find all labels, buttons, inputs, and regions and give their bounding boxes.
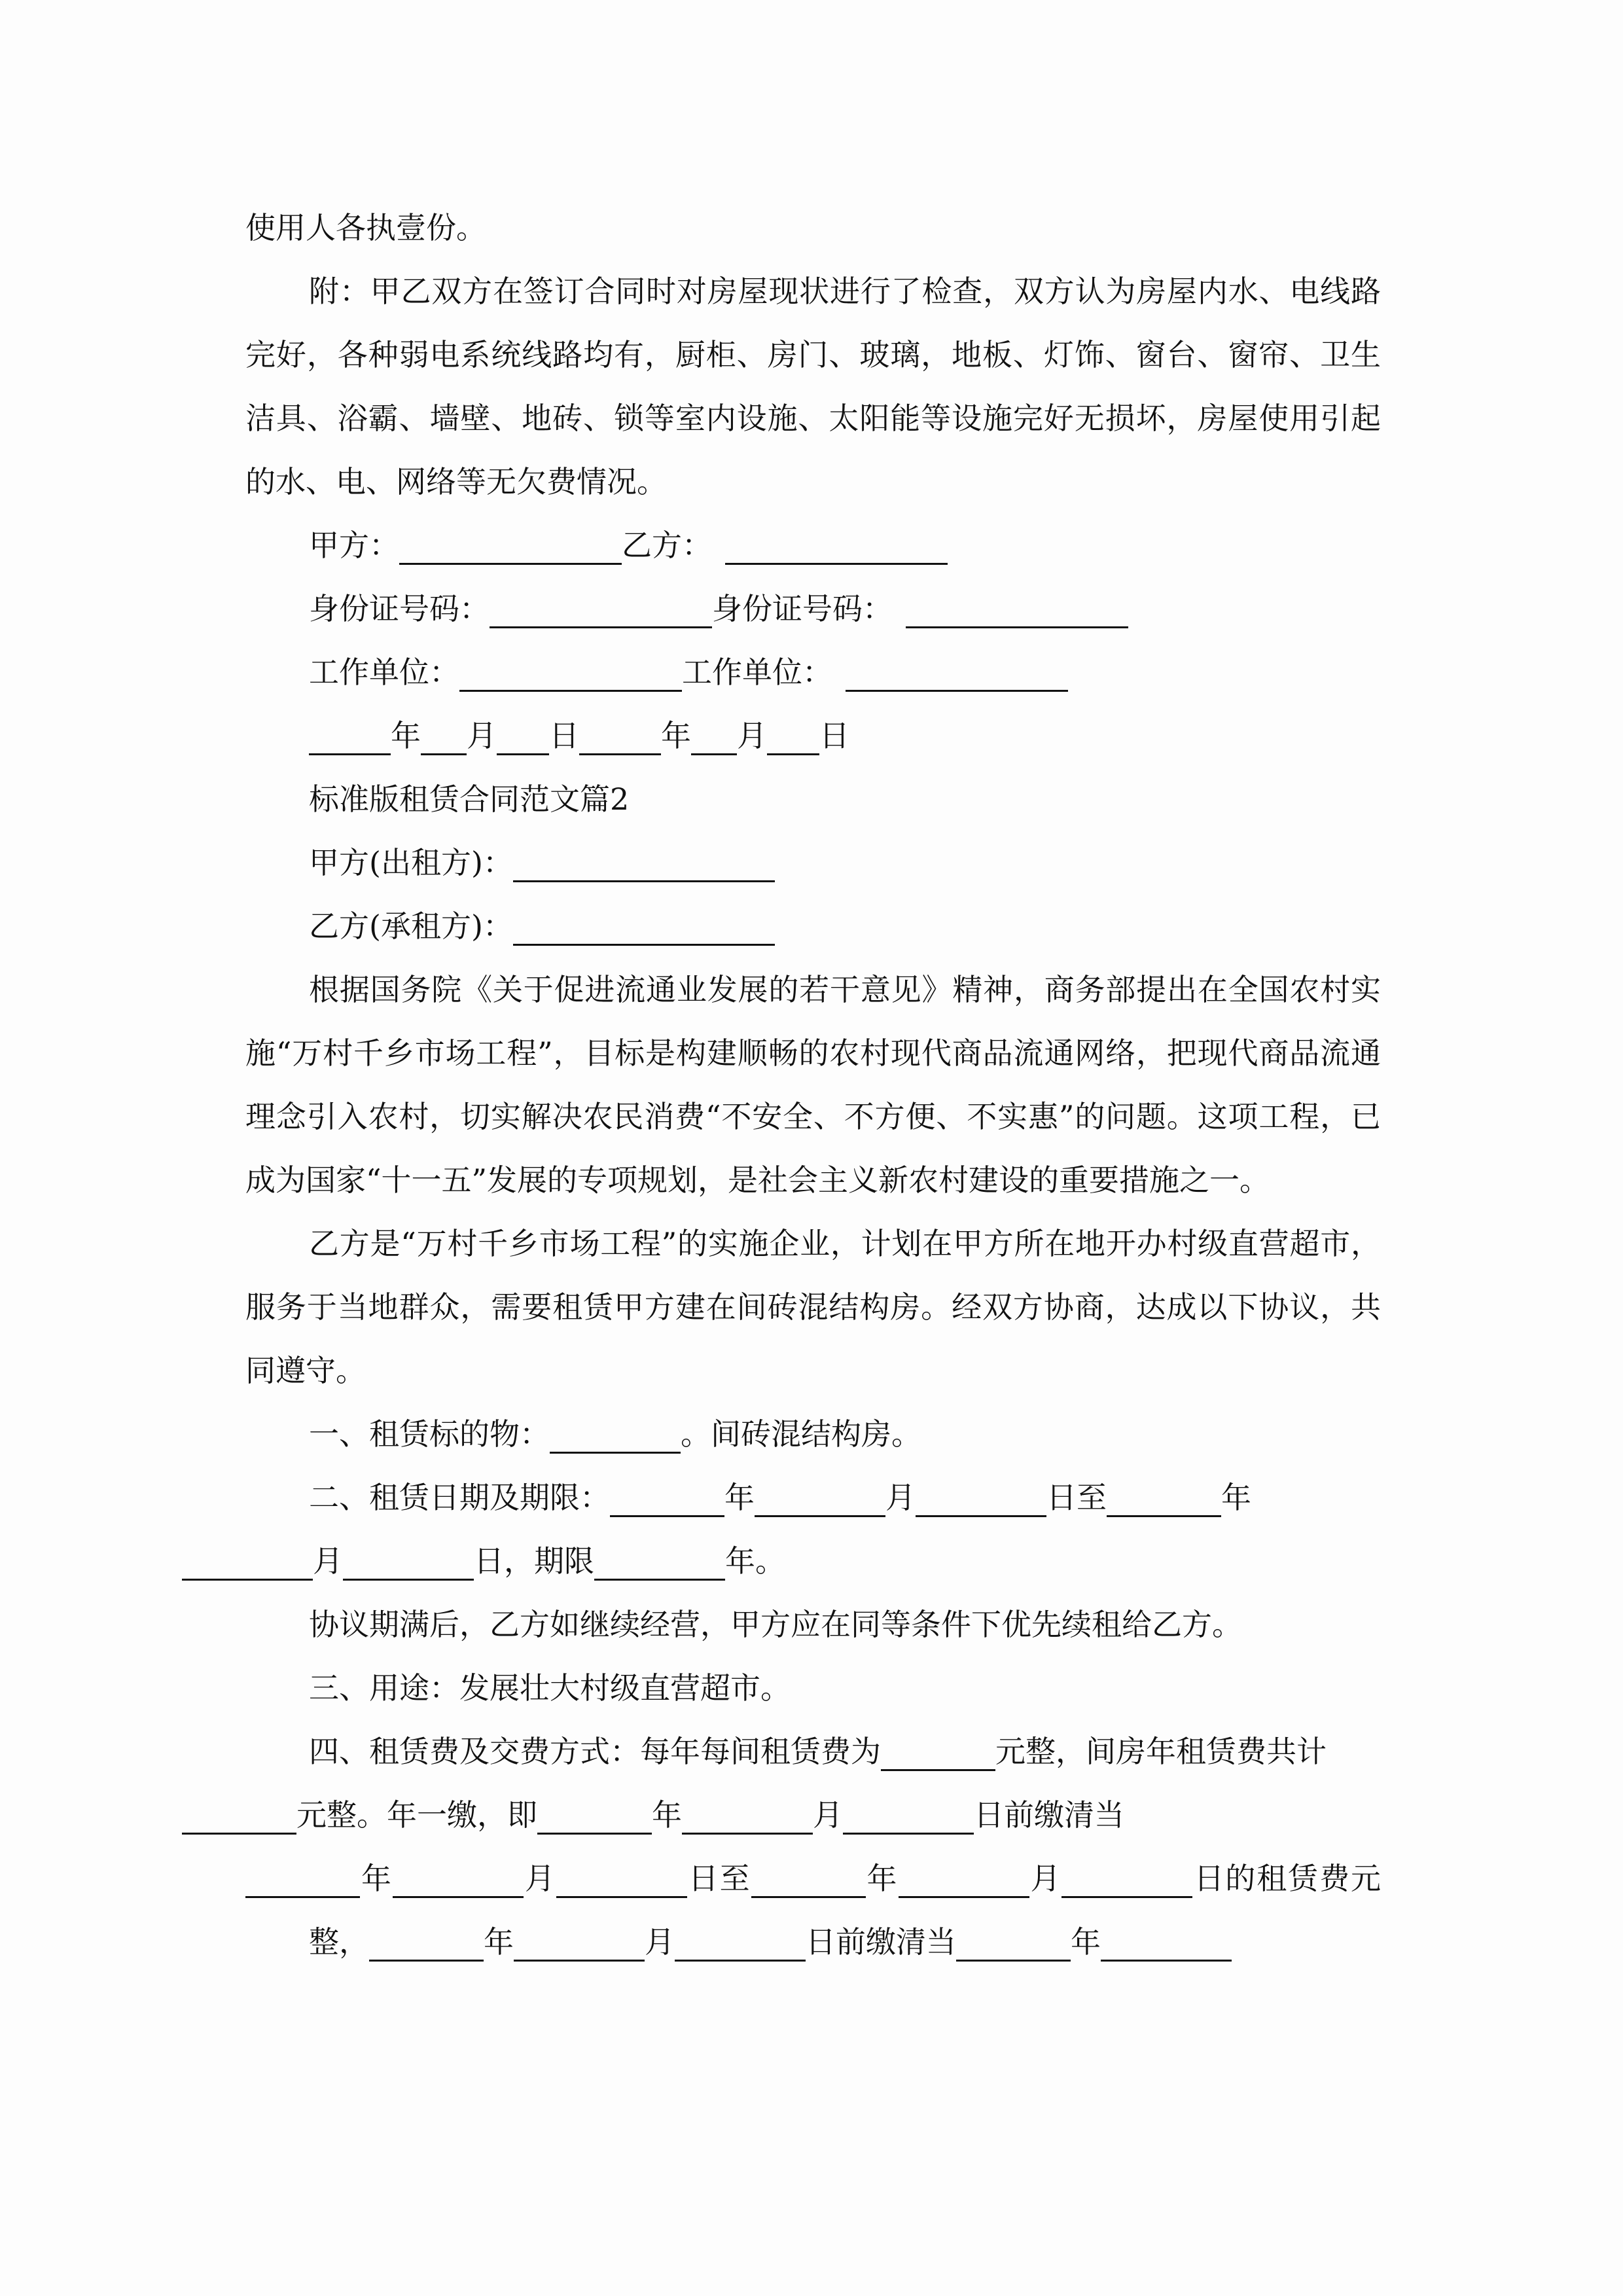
year-label: 年: [724, 1480, 755, 1515]
work-a-blank[interactable]: [459, 649, 682, 692]
year-label: 年: [1221, 1480, 1251, 1515]
subject-blank[interactable]: [550, 1411, 681, 1454]
clause-4-text-4: 日的租赁费元整，: [309, 1861, 1382, 1960]
month-label: 月: [467, 718, 497, 753]
month-label: 月: [645, 1924, 675, 1960]
month-label: 月: [313, 1543, 343, 1579]
end-month-blank[interactable]: [182, 1538, 313, 1581]
period-end-year-blank[interactable]: [751, 1856, 866, 1898]
paragraph-background: 根据国务院《关于促进流通业发展的若干意见》精神，商务部提出在全国农村实施“万村千乡市场工程”，目标是构建顺畅的农村现代商品流通网络，把现代商品流通理念引入农村，切实解决农民消费“不安全、不方便、不实惠”的问题。这项工程，已成为国家“十一五”发展的专项规划，是社会主义新农村建设的重要措施之一。: [245, 972, 1381, 1198]
next-pay-day-blank[interactable]: [675, 1919, 806, 1962]
start-year-blank[interactable]: [610, 1475, 724, 1517]
day-to-label: 日至: [687, 1861, 751, 1896]
work-b-blank[interactable]: [846, 649, 1068, 692]
clause-4-label: 四、租赁费及交费方式：每年每间租赁费为: [309, 1734, 881, 1769]
pay-day-blank[interactable]: [843, 1792, 974, 1835]
paragraph-copies: 使用人各执壹份。: [245, 210, 486, 245]
clause-1: [245, 1403, 1381, 1466]
work-a-label: 工作单位：: [309, 655, 459, 690]
year-label: 年: [865, 1861, 899, 1896]
lessee-blank[interactable]: [513, 903, 775, 946]
rent-total-blank[interactable]: [182, 1792, 296, 1835]
document-page: [245, 196, 1381, 1974]
date-b-day-blank[interactable]: [767, 713, 819, 755]
signature-work-row: [245, 641, 1381, 704]
year-label: 年: [391, 718, 421, 753]
lessee-label: 乙方(承租方)：: [309, 908, 513, 944]
section-title: 标准版租赁合同范文篇2: [309, 781, 630, 817]
period-start-year-blank[interactable]: [245, 1856, 360, 1898]
term-label: 日，期限: [474, 1543, 594, 1579]
next-period-year-blank[interactable]: [956, 1919, 1071, 1962]
month-label: 月: [1029, 1861, 1062, 1896]
date-b-year-blank[interactable]: [579, 713, 661, 755]
year-label: 年: [1071, 1924, 1101, 1960]
year-label: 年: [484, 1924, 514, 1960]
clause-3: 三、用途：发展壮大村级直营超市。: [309, 1670, 791, 1706]
date-a-year-blank[interactable]: [309, 713, 391, 755]
clause-1-label: 一、租赁标的物：: [309, 1416, 550, 1452]
next-pay-month-blank[interactable]: [514, 1919, 645, 1962]
term-years-blank[interactable]: [594, 1538, 725, 1581]
paragraph-purpose: 乙方是“万村千乡市场工程”的实施企业，计划在甲方所在地开办村级直营超市，服务于当地群众，需要租赁甲方建在间砖混结构房。经双方协商，达成以下协议，共同遵守。: [245, 1226, 1381, 1388]
paragraph-renewal: 协议期满后，乙方如继续经营，甲方应在同等条件下优先续租给乙方。: [309, 1607, 1242, 1642]
party-b-label: 乙方：: [622, 528, 712, 563]
year-label: 年: [652, 1797, 682, 1833]
lessee-row: [245, 895, 1381, 958]
period-end-month-blank[interactable]: [899, 1856, 1029, 1898]
id-a-blank[interactable]: [490, 586, 712, 628]
day-label: 日: [549, 718, 579, 753]
id-b-label: 身份证号码：: [712, 591, 893, 626]
signature-party-row: [245, 514, 1381, 577]
date-a-day-blank[interactable]: [497, 713, 549, 755]
year-label: 年: [661, 718, 691, 753]
clause-4: [245, 1720, 1381, 1974]
paragraph-appendix: 附：甲乙双方在签订合同时对房屋现状进行了检查，双方认为房屋内水、电线路完好，各种弱电系统线路均有，厨柜、房门、玻璃，地板、灯饰、窗台、窗帘、卫生洁具、浴霸、墙壁、地砖、锁等室内设施、太阳能等设施完好无损坏，房屋使用引起的水、电、网络等无欠费情况。: [245, 274, 1381, 499]
signature-id-row: [245, 577, 1381, 641]
lessor-blank[interactable]: [513, 840, 775, 882]
pay-year-blank[interactable]: [537, 1792, 652, 1835]
month-label: 月: [523, 1861, 556, 1896]
start-month-blank[interactable]: [755, 1475, 885, 1517]
date-b-month-blank[interactable]: [691, 713, 737, 755]
month-label: 月: [885, 1480, 916, 1515]
party-b-blank[interactable]: [725, 522, 948, 565]
day-label: 日: [819, 718, 849, 753]
clause-4-text-5: 日前缴清当: [806, 1924, 956, 1960]
clause-4-text-2: 元整。年一缴，即: [296, 1797, 537, 1833]
clause-2-label: 二、租赁日期及期限：: [309, 1480, 610, 1515]
party-a-blank[interactable]: [399, 522, 622, 565]
period-end-day-blank[interactable]: [1061, 1856, 1192, 1898]
work-b-label: 工作单位：: [682, 655, 832, 690]
term-year-suffix: 年。: [725, 1543, 785, 1579]
clause-4-text-3: 日前缴清当: [974, 1797, 1124, 1833]
lessor-label: 甲方(出租方)：: [309, 845, 513, 880]
period-start-month-blank[interactable]: [393, 1856, 524, 1898]
next-pay-year-blank[interactable]: [369, 1919, 484, 1962]
year-label: 年: [360, 1861, 393, 1896]
rent-per-room-blank[interactable]: [881, 1729, 995, 1771]
pay-month-blank[interactable]: [682, 1792, 813, 1835]
start-day-blank[interactable]: [916, 1475, 1046, 1517]
month-label: 月: [737, 718, 767, 753]
clause-4-text-1: 元整，间房年租赁费共计: [995, 1734, 1327, 1769]
id-b-blank[interactable]: [906, 586, 1128, 628]
end-year-blank[interactable]: [1107, 1475, 1221, 1517]
clause-2: [245, 1466, 1381, 1593]
date-a-month-blank[interactable]: [421, 713, 467, 755]
clause-1-suffix: 。间砖混结构房。: [681, 1416, 921, 1452]
month-label: 月: [813, 1797, 843, 1833]
signature-date-row: [245, 704, 1381, 768]
party-a-label: 甲方：: [309, 528, 399, 563]
next-period-month-blank[interactable]: [1101, 1919, 1232, 1962]
lessor-row: [245, 831, 1381, 895]
period-start-day-blank[interactable]: [556, 1856, 687, 1898]
day-to-label: 日至: [1046, 1480, 1107, 1515]
id-a-label: 身份证号码：: [309, 591, 490, 626]
end-day-blank[interactable]: [343, 1538, 474, 1581]
